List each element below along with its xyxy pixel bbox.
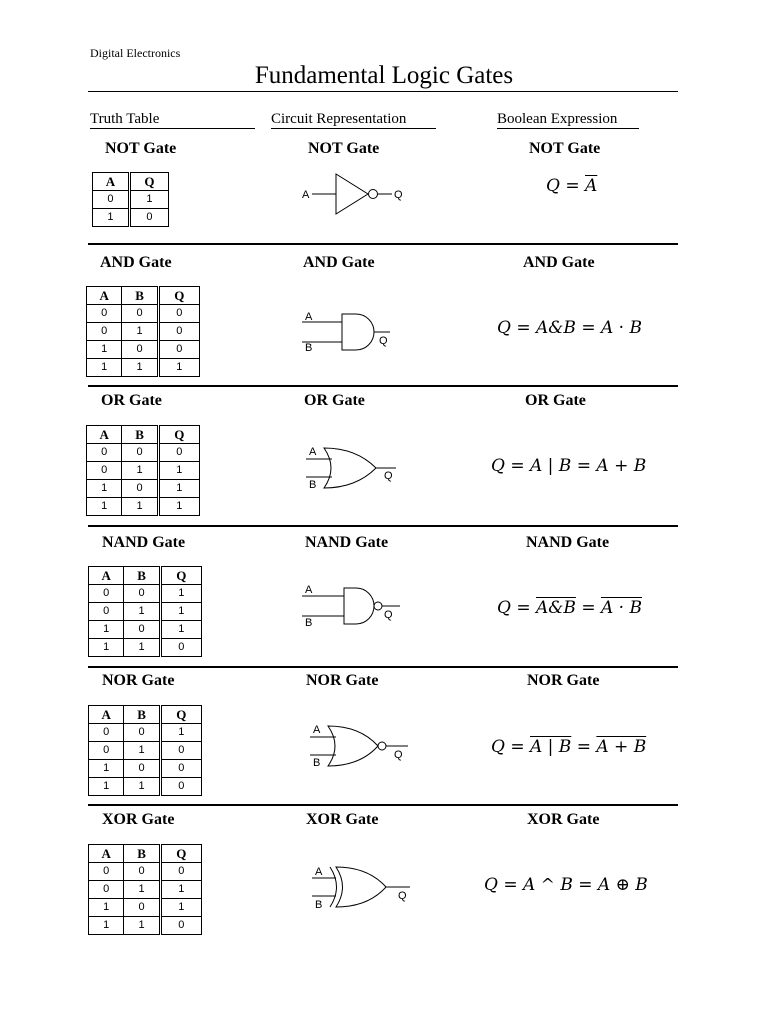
- table-cell: 0: [160, 760, 201, 778]
- table-cell: 1: [160, 621, 201, 639]
- table-row: [87, 444, 200, 462]
- table-cell: 0: [158, 444, 199, 462]
- table-cell: 0: [89, 585, 124, 603]
- table-cell: 1: [158, 462, 199, 480]
- expr-equals: =: [576, 456, 591, 476]
- input-b-label: B: [305, 342, 313, 354]
- expr-operand-b: B: [633, 456, 647, 476]
- input-a-label: A: [315, 866, 323, 878]
- xor-gate-expression-title: XOR Gate: [527, 811, 600, 828]
- or-gate-circuit-title: OR Gate: [304, 392, 365, 409]
- table-cell: 1: [93, 209, 130, 227]
- or-gate-table-title: OR Gate: [101, 392, 162, 409]
- nor-gate-symbol: [304, 718, 414, 772]
- table-cell: 1: [124, 603, 160, 621]
- expr-operand-b: B: [629, 318, 642, 338]
- input-a-label: A: [302, 189, 310, 201]
- table-cell: 1: [160, 603, 201, 621]
- table-cell: 1: [89, 639, 124, 657]
- table-cell: 1: [124, 917, 160, 935]
- expr-operator: ·: [618, 318, 625, 338]
- table-cell: 1: [124, 742, 160, 760]
- expr-negated-sum: A + B: [596, 737, 647, 757]
- expr-equals: =: [578, 875, 593, 895]
- not-truth-table: [92, 172, 169, 227]
- table-cell: 1: [122, 462, 158, 480]
- table-cell: 1: [89, 760, 124, 778]
- table-cell: 0: [124, 760, 160, 778]
- expr-negated-ampersand-form: A&B: [536, 598, 576, 618]
- table-cell: 1: [89, 899, 124, 917]
- table-header-cell: A: [89, 845, 124, 863]
- table-cell: 0: [122, 305, 158, 323]
- table-row: [89, 639, 202, 657]
- table-header-row: [89, 706, 202, 724]
- output-q-label: Q: [379, 335, 388, 347]
- table-header-row: [89, 567, 202, 585]
- output-q-label: Q: [394, 189, 403, 201]
- table-cell: 0: [129, 209, 168, 227]
- and-gate-table-title: AND Gate: [100, 254, 172, 271]
- table-row: [89, 899, 202, 917]
- expr-equals: =: [510, 737, 525, 757]
- table-row: [89, 621, 202, 639]
- table-header-row: [87, 287, 200, 305]
- xor-gate-symbol: [306, 858, 416, 914]
- table-cell: 0: [124, 863, 160, 881]
- table-cell: 1: [129, 191, 168, 209]
- input-a-label: A: [305, 584, 313, 596]
- table-cell: 1: [160, 585, 201, 603]
- expr-ampersand-form: A&B: [536, 318, 576, 338]
- table-row: [87, 305, 200, 323]
- table-header-cell: Q: [160, 567, 201, 585]
- expr-equals: =: [516, 318, 531, 338]
- table-cell: 1: [89, 621, 124, 639]
- expr-operand-a: A: [597, 875, 611, 895]
- expr-lhs: Q: [491, 737, 505, 757]
- table-cell: 1: [158, 498, 199, 516]
- or-gate-symbol: [300, 440, 410, 494]
- not-gate-expression-title: NOT Gate: [529, 140, 601, 157]
- section-divider: [88, 525, 678, 527]
- table-cell: 0: [87, 305, 122, 323]
- input-a-label: A: [309, 446, 317, 458]
- expr-operand-a: A: [596, 456, 609, 476]
- table-cell: 1: [160, 899, 201, 917]
- nand-gate-symbol: [298, 576, 408, 632]
- expr-lhs: Q: [491, 456, 505, 476]
- table-header-cell: Q: [160, 845, 201, 863]
- table-header-cell: A: [89, 567, 124, 585]
- expr-equals: =: [565, 176, 580, 196]
- table-cell: 1: [158, 359, 199, 377]
- expr-pipe-form: A | B: [530, 456, 572, 476]
- table-cell: 1: [122, 323, 158, 341]
- table-cell: 0: [160, 778, 201, 796]
- section-divider: [88, 385, 678, 387]
- or-boolean-expression: [491, 456, 646, 476]
- table-header-cell: B: [124, 706, 160, 724]
- table-cell: 1: [158, 480, 199, 498]
- table-row: [89, 917, 202, 935]
- title-underline: [88, 91, 678, 92]
- input-a-label: A: [305, 311, 313, 323]
- table-cell: 0: [124, 621, 160, 639]
- expr-lhs: Q: [546, 176, 560, 196]
- input-b-label: B: [305, 617, 313, 629]
- table-cell: 1: [87, 341, 122, 359]
- table-cell: 1: [124, 639, 160, 657]
- table-header-cell: A: [89, 706, 124, 724]
- table-cell: 0: [89, 603, 124, 621]
- table-cell: 1: [87, 498, 122, 516]
- output-q-label: Q: [384, 470, 393, 482]
- or-gate-expression-title: OR Gate: [525, 392, 586, 409]
- expr-operand-a: A: [600, 318, 614, 338]
- table-cell: 1: [87, 359, 122, 377]
- not-gate-circuit-title: NOT Gate: [308, 140, 380, 157]
- expr-equals: =: [516, 598, 531, 618]
- column-heading-boolean: Boolean Expression: [497, 110, 639, 129]
- table-cell: 0: [158, 323, 199, 341]
- table-header-row: [89, 845, 202, 863]
- table-cell: 0: [87, 323, 122, 341]
- table-row: [87, 498, 200, 516]
- table-cell: 0: [89, 724, 124, 742]
- table-cell: 0: [124, 899, 160, 917]
- table-cell: 1: [160, 881, 201, 899]
- table-cell: 0: [89, 863, 124, 881]
- table-cell: 1: [122, 359, 158, 377]
- table-cell: 0: [158, 305, 199, 323]
- table-row: [89, 881, 202, 899]
- or-truth-table: [86, 425, 200, 516]
- table-row: [87, 341, 200, 359]
- table-row: [89, 585, 202, 603]
- table-row: [87, 480, 200, 498]
- not-gate-table-title: NOT Gate: [105, 140, 177, 157]
- and-gate-symbol: [296, 304, 406, 358]
- output-q-label: Q: [384, 609, 393, 621]
- table-header-cell: Q: [158, 426, 199, 444]
- expr-caret-form: A ^ B: [523, 875, 573, 895]
- section-divider: [88, 666, 678, 668]
- expr-negated-product: A · B: [600, 598, 642, 618]
- output-q-label: Q: [394, 749, 403, 761]
- table-row: [93, 191, 169, 209]
- table-row: [89, 760, 202, 778]
- and-gate-expression-title: AND Gate: [523, 254, 595, 271]
- nand-gate-table-title: NAND Gate: [102, 534, 186, 551]
- table-cell: 1: [87, 480, 122, 498]
- table-cell: 0: [124, 585, 160, 603]
- table-cell: 0: [89, 742, 124, 760]
- expr-lhs: Q: [497, 598, 511, 618]
- table-header-cell: Q: [129, 173, 168, 191]
- nand-boolean-expression: [497, 598, 642, 618]
- table-cell: 0: [89, 881, 124, 899]
- and-boolean-expression: [497, 318, 642, 338]
- xor-boolean-expression: [484, 875, 648, 895]
- table-header-cell: Q: [160, 706, 201, 724]
- table-cell: 0: [122, 480, 158, 498]
- table-cell: 0: [87, 462, 122, 480]
- section-divider: [88, 804, 678, 806]
- and-truth-table: [86, 286, 200, 377]
- table-cell: 1: [122, 498, 158, 516]
- expr-rhs: $\overline{A}$: [585, 176, 598, 196]
- expr-equals: =: [576, 737, 591, 757]
- expr-operand-b: B: [635, 875, 648, 895]
- nor-boolean-expression: [491, 737, 646, 757]
- and-gate-circuit-title: AND Gate: [303, 254, 375, 271]
- nor-gate-circuit-title: NOR Gate: [306, 672, 379, 689]
- table-header-row: [93, 173, 169, 191]
- expr-equals: =: [581, 318, 596, 338]
- input-b-label: B: [309, 479, 317, 491]
- nand-gate-expression-title: NAND Gate: [526, 534, 610, 551]
- table-cell: 0: [160, 917, 201, 935]
- expr-operator: +: [614, 456, 629, 476]
- table-row: [89, 742, 202, 760]
- table-row: [87, 462, 200, 480]
- xor-truth-table: [88, 844, 202, 935]
- expr-negated-pipe-form: A | B: [530, 737, 572, 757]
- section-divider: [88, 243, 678, 245]
- output-q-label: Q: [398, 890, 407, 902]
- column-heading-circuit: Circuit Representation: [271, 110, 436, 129]
- table-header-cell: Q: [158, 287, 199, 305]
- table-cell: 1: [89, 778, 124, 796]
- table-cell: 0: [158, 341, 199, 359]
- xor-gate-circuit-title: XOR Gate: [306, 811, 379, 828]
- table-cell: 0: [122, 341, 158, 359]
- table-row: [89, 778, 202, 796]
- table-cell: 1: [124, 778, 160, 796]
- table-row: [89, 603, 202, 621]
- nor-gate-expression-title: NOR Gate: [527, 672, 600, 689]
- table-cell: 1: [160, 724, 201, 742]
- table-header-cell: B: [122, 287, 158, 305]
- nor-truth-table: [88, 705, 202, 796]
- table-cell: 0: [93, 191, 130, 209]
- table-cell: 1: [124, 881, 160, 899]
- table-header-row: [87, 426, 200, 444]
- table-cell: 0: [122, 444, 158, 462]
- table-header-cell: A: [87, 426, 122, 444]
- expr-equals: =: [503, 875, 518, 895]
- table-cell: 1: [89, 917, 124, 935]
- table-cell: 0: [160, 639, 201, 657]
- xor-gate-table-title: XOR Gate: [102, 811, 175, 828]
- table-cell: 0: [160, 863, 201, 881]
- table-row: [87, 323, 200, 341]
- expr-equals: =: [510, 456, 525, 476]
- nand-truth-table: [88, 566, 202, 657]
- page-title: Fundamental Logic Gates: [254, 62, 514, 89]
- document-header-label: Digital Electronics: [90, 46, 181, 60]
- table-row: [89, 724, 202, 742]
- table-cell: 0: [160, 742, 201, 760]
- nor-gate-table-title: NOR Gate: [102, 672, 175, 689]
- table-header-cell: B: [124, 845, 160, 863]
- input-a-label: A: [313, 724, 321, 736]
- input-b-label: B: [313, 757, 321, 769]
- expr-lhs: Q: [484, 875, 498, 895]
- table-header-cell: A: [93, 173, 130, 191]
- expr-operator: ⊕: [615, 875, 630, 895]
- table-header-cell: A: [87, 287, 122, 305]
- table-cell: 0: [87, 444, 122, 462]
- table-header-cell: B: [122, 426, 158, 444]
- nand-gate-circuit-title: NAND Gate: [305, 534, 389, 551]
- table-row: [93, 209, 169, 227]
- expr-lhs: Q: [497, 318, 511, 338]
- not-gate-symbol: [298, 168, 418, 220]
- table-cell: 0: [124, 724, 160, 742]
- table-header-cell: B: [124, 567, 160, 585]
- not-boolean-expression: [546, 176, 597, 196]
- table-row: [87, 359, 200, 377]
- expr-equals: =: [581, 598, 596, 618]
- input-b-label: B: [315, 899, 323, 911]
- table-row: [89, 863, 202, 881]
- column-heading-truth-table: Truth Table: [90, 110, 255, 129]
